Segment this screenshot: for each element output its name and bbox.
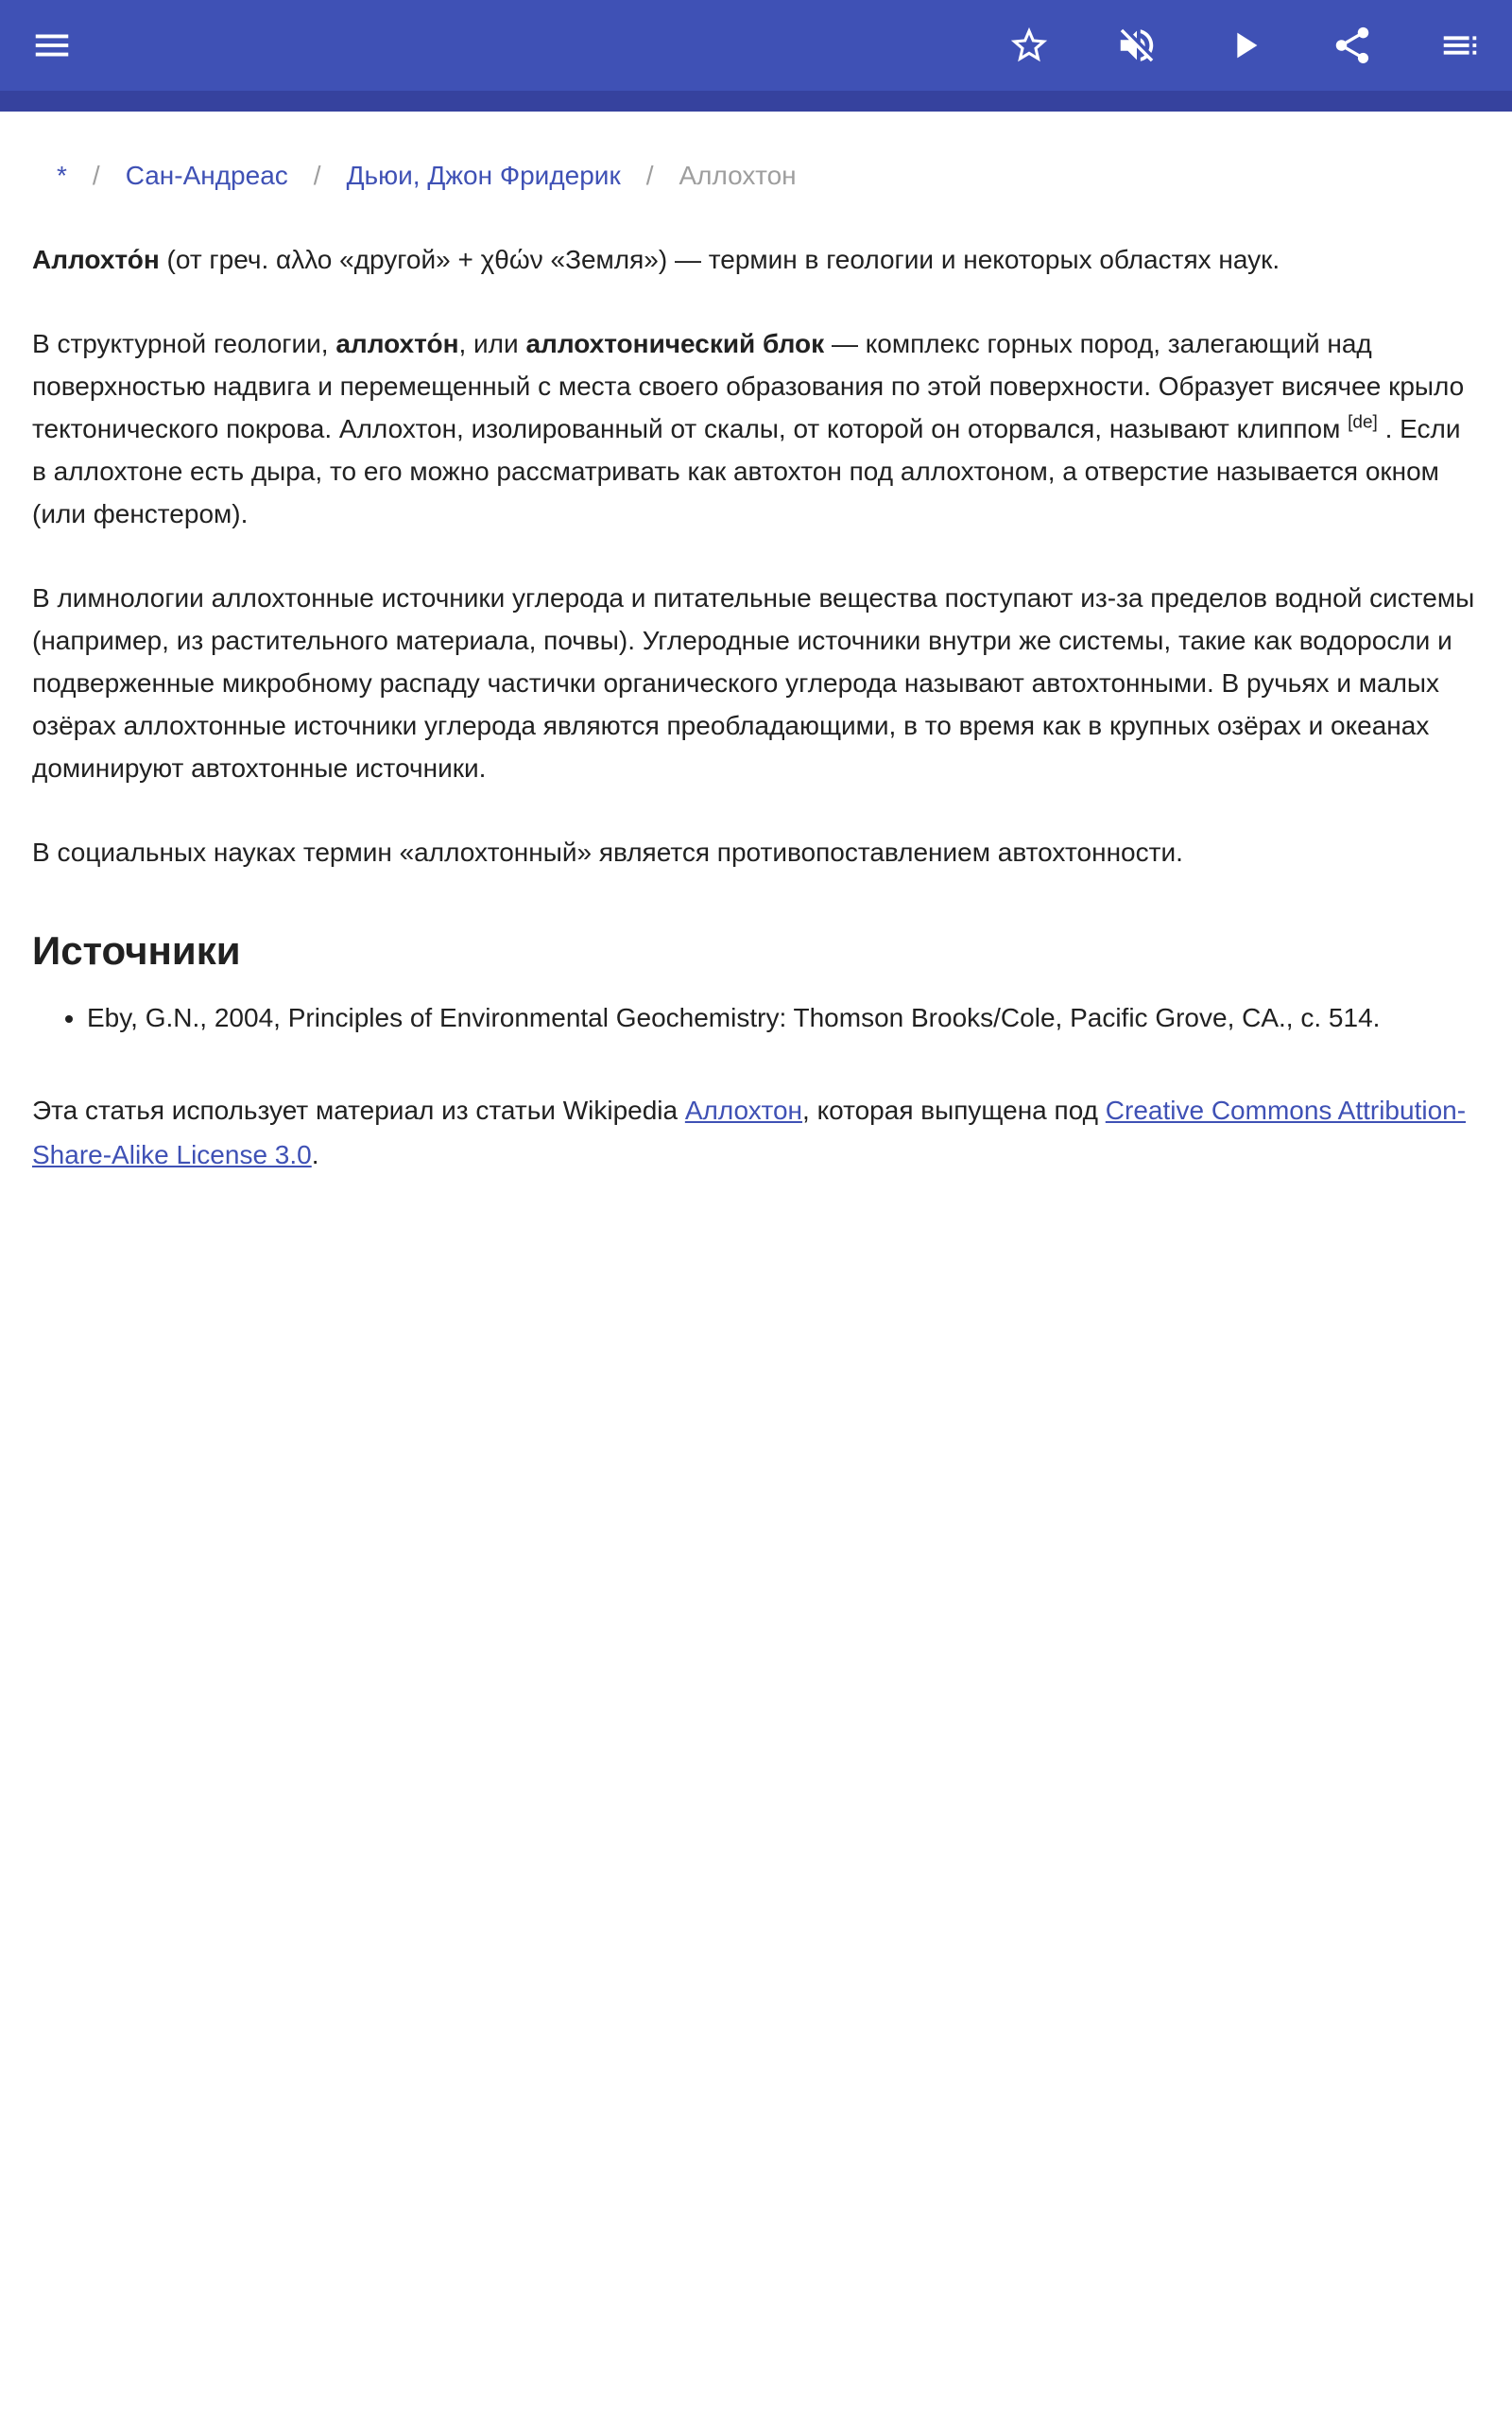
app-bar <box>0 0 1512 91</box>
text-run: . Если в аллохтоне есть дыра, то его можно рассматривать как автохтон под аллохтоном, а отверстие называется окном (или фенстером). <box>32 414 1461 528</box>
article-page <box>0 112 1512 1177</box>
sources-list <box>60 996 1480 1039</box>
menu-button[interactable] <box>23 16 81 75</box>
inline-link[interactable]: Аллохтон <box>684 1096 803 1125</box>
text-run: Эта статья использует материал из статьи Wikipedia <box>32 1096 685 1125</box>
text-run: . <box>311 1140 319 1169</box>
breadcrumb-separator: / <box>645 161 654 190</box>
breadcrumb-current: Аллохтон <box>679 161 797 190</box>
sources-heading: Источники <box>32 928 241 973</box>
reference-marker[interactable]: [de] <box>1348 412 1378 433</box>
license-note <box>32 1088 1480 1177</box>
menu-icon <box>30 24 74 67</box>
text-run: В лимнологии аллохтонные источники углерода и питательные вещества поступают из-за пределов водной системы (например, из растительного материала, почвы). Углеродные источники внутри же системы, такие как водоросли и подверженные микробному распаду частички органического углерода называют автохтонными. В ручьях и малых озёрах аллохтонные источники углерода являются преобладающими, в то время как в крупных озёрах и океанах доминируют автохтонные источники. <box>32 583 1475 783</box>
source-item: • Eby, G.N., 2004, Principles of Environmental Geochemistry: Thomson Brooks/Cole, Pacific Grove, CA., с. 514. <box>87 996 1480 1039</box>
toc-button[interactable] <box>1431 16 1489 75</box>
share-icon <box>1331 24 1374 67</box>
bold-term: аллохтонический блок <box>525 329 825 358</box>
article-paragraph <box>32 322 1480 535</box>
text-run: , которая выпущена под <box>802 1096 1106 1125</box>
text-run: — комплекс горных пород, залегающий над поверхностью надвига и перемещенный с места своего образования по этой поверхности. Образует висячее крыло тектонического покрова. Аллохтон, изолированный от скалы, от которой он оторвался, называют клиппом <box>32 329 1465 443</box>
app-bar-actions <box>1000 16 1489 75</box>
breadcrumb-link[interactable]: * <box>57 161 67 190</box>
toc-icon <box>1438 24 1482 67</box>
mute-button[interactable] <box>1108 16 1166 75</box>
text-run: , или <box>458 329 526 358</box>
article-paragraph <box>32 577 1480 789</box>
breadcrumb-link[interactable]: Сан-Андреас <box>125 161 288 190</box>
article-body <box>32 238 1480 873</box>
breadcrumb-separator: / <box>313 161 321 190</box>
share-button[interactable] <box>1323 16 1382 75</box>
article-paragraph <box>32 238 1480 281</box>
text-run: В социальных науках термин «аллохтонный» является противопоставлением автохтонности. <box>32 838 1183 867</box>
favorite-button[interactable] <box>1000 16 1058 75</box>
volume-off-icon <box>1115 24 1159 67</box>
bold-term: Аллохто́н <box>32 245 160 274</box>
text-run: (от греч. αλλο «другой» + χθών «Земля») — термин в геологии и некоторых областях наук. <box>159 245 1280 274</box>
text-run: В структурной геологии, <box>32 329 336 358</box>
app-bar-shadow <box>0 91 1512 112</box>
bold-term: аллохто́н <box>335 329 459 358</box>
article-paragraph <box>32 831 1480 873</box>
breadcrumb <box>32 161 1480 191</box>
inline-link[interactable]: Creative Commons Attribution-Share-Alike License 3.0 <box>32 1096 1467 1169</box>
play-icon <box>1223 24 1266 67</box>
breadcrumb-separator: / <box>92 161 100 190</box>
play-button[interactable] <box>1215 16 1274 75</box>
star-outline-icon <box>1007 24 1051 67</box>
breadcrumb-link[interactable]: Дьюи, Джон Фридерик <box>346 161 621 190</box>
